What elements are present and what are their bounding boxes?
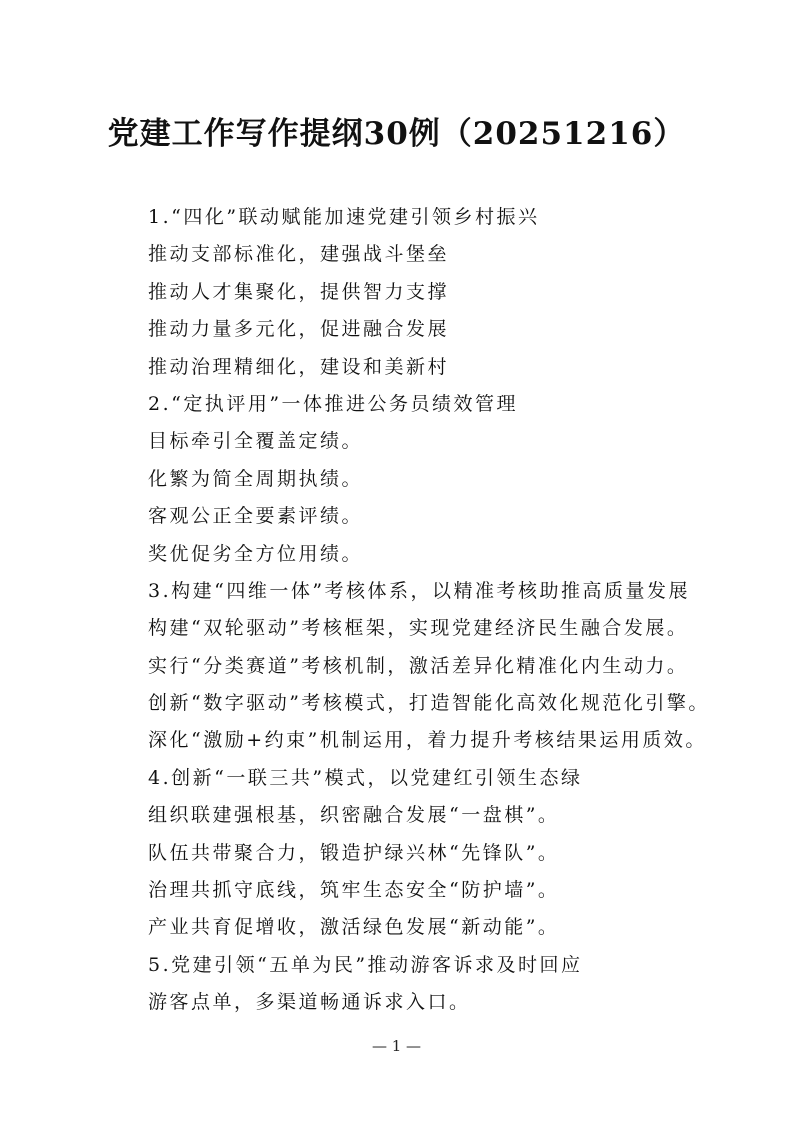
outline-item: 产业共育促增收，激活绿色发展“新动能”。 — [148, 916, 560, 939]
outline-item: 推动支部标准化，建强战斗堡垒 — [148, 243, 450, 266]
document-title: 党建工作写作提纲30例（20251216） — [107, 116, 686, 152]
section-heading: 5.党建引领“五单为民”推动游客诉求及时回应 — [148, 953, 583, 976]
outline-item: 深化“激励+约束”机制运用，着力提升考核结果运用质效。 — [148, 729, 707, 752]
outline-item: 推动力量多元化，促进融合发展 — [148, 318, 450, 341]
section-heading: 3.构建“四维一体”考核体系，以精准考核助推高质量发展 — [148, 579, 691, 602]
outline-item: 游客点单，多渠道畅通诉求入口。 — [148, 991, 471, 1014]
outline-item: 化繁为简全周期执绩。 — [148, 467, 364, 490]
outline-item: 组织联建强根基，织密融合发展“一盘棋”。 — [148, 804, 560, 827]
outline-item: 推动治理精细化，建设和美新村 — [148, 355, 450, 378]
outline-item: 奖优促劣全方位用绩。 — [148, 542, 364, 565]
page-number: — 1 — — [371, 1037, 422, 1055]
outline-item: 目标牵引全覆盖定绩。 — [148, 430, 364, 453]
section-heading: 1.“四化”联动赋能加速党建引领乡村振兴 — [148, 206, 540, 228]
document-body — [148, 199, 768, 1022]
outline-item: 构建“双轮驱动”考核框架，实现党建经济民生融合发展。 — [148, 617, 689, 640]
section-heading: 2.“定执评用”一体推进公务员绩效管理 — [148, 392, 519, 415]
outline-item: 客观公正全要素评绩。 — [148, 505, 364, 528]
outline-item: 实行“分类赛道”考核机制，激活差异化精准化内生动力。 — [148, 654, 689, 677]
outline-item: 队伍共带聚合力，锻造护绿兴林“先锋队”。 — [148, 841, 560, 864]
section-heading: 4.创新“一联三共”模式，以党建红引领生态绿 — [148, 766, 583, 789]
outline-item: 治理共抓守底线，筑牢生态安全“防护墙”。 — [148, 879, 560, 902]
outline-item: 创新“数字驱动”考核模式，打造智能化高效化规范化引擎。 — [148, 692, 710, 715]
outline-item: 推动人才集聚化，提供智力支撑 — [148, 280, 450, 303]
